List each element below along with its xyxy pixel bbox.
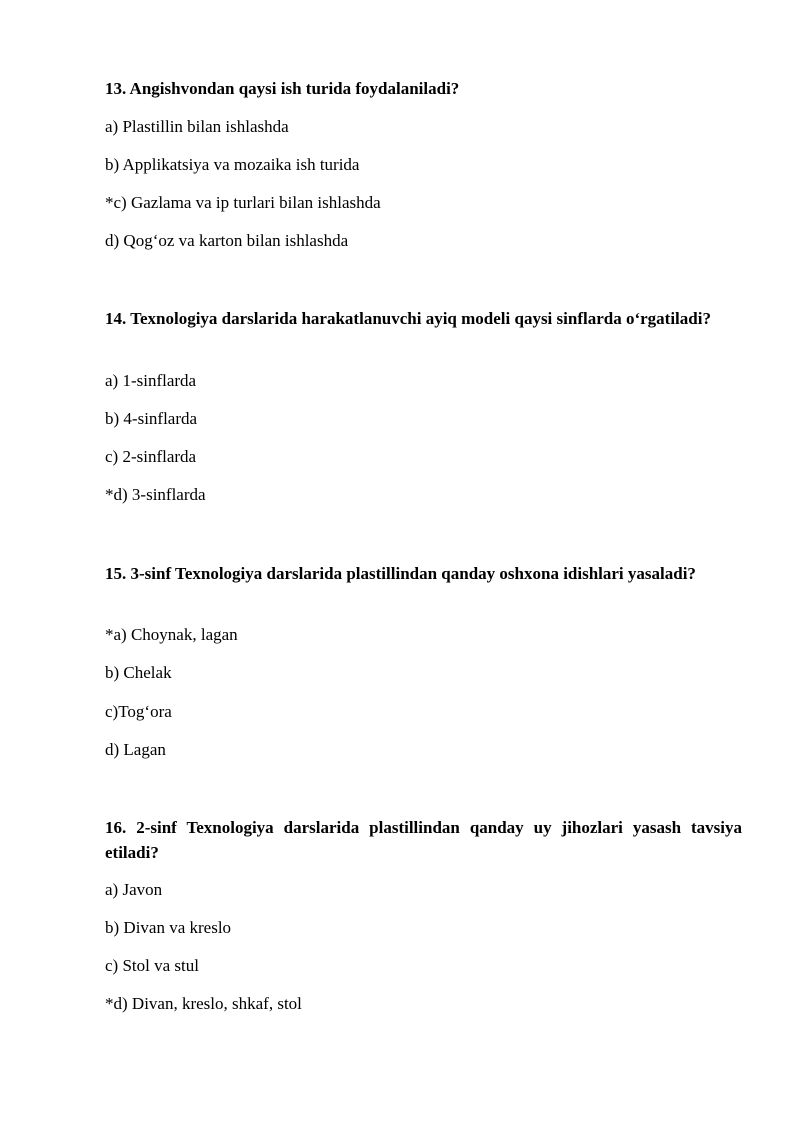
question-15-option-b: b) Chelak — [105, 663, 172, 682]
question-16-option-b: b) Divan va kreslo — [105, 918, 232, 937]
question-13-option-d: d) Qog‘oz va karton bilan ishlashda — [105, 231, 349, 250]
question-13-option-a: a) Plastillin bilan ishlashda — [105, 117, 289, 136]
question-16-option-c: c) Stol va stul — [105, 956, 199, 975]
question-14-option-d: *d) 3-sinflarda — [105, 485, 206, 504]
question-14-option-b: b) 4-sinflarda — [105, 409, 198, 428]
question-13-option-c: *c) Gazlama va ip turlari bilan ishlashda — [105, 193, 381, 212]
question-16: 16. 2-sinf Texnologiya darslarida plastillindan qanday uy jihozlari yasash tavsiya etiladi? — [105, 818, 742, 862]
question-14-option-a: a) 1-sinflarda — [105, 371, 197, 390]
question-16-option-d: *d) Divan, kreslo, shkaf, stol — [105, 994, 302, 1013]
question-13: 13. Angishvondan qaysi ish turida foydalaniladi? — [105, 79, 460, 98]
question-14: 14. Texnologiya darslarida harakatlanuvchi ayiq modeli qaysi sinflarda o‘rgatiladi? — [105, 309, 711, 328]
question-13-option-b: b) Applikatsiya va mozaika ish turida — [105, 155, 360, 174]
question-16-option-a: a) Javon — [105, 880, 163, 899]
question-15: 15. 3-sinf Texnologiya darslarida plastillindan qanday oshxona idishlari yasaladi? — [105, 564, 696, 583]
question-15-option-c: c)Tog‘ora — [105, 702, 172, 721]
question-14-option-c: c) 2-sinflarda — [105, 447, 197, 466]
question-15-option-a: *a) Choynak, lagan — [105, 625, 238, 644]
question-15-option-d: d) Lagan — [105, 740, 166, 759]
